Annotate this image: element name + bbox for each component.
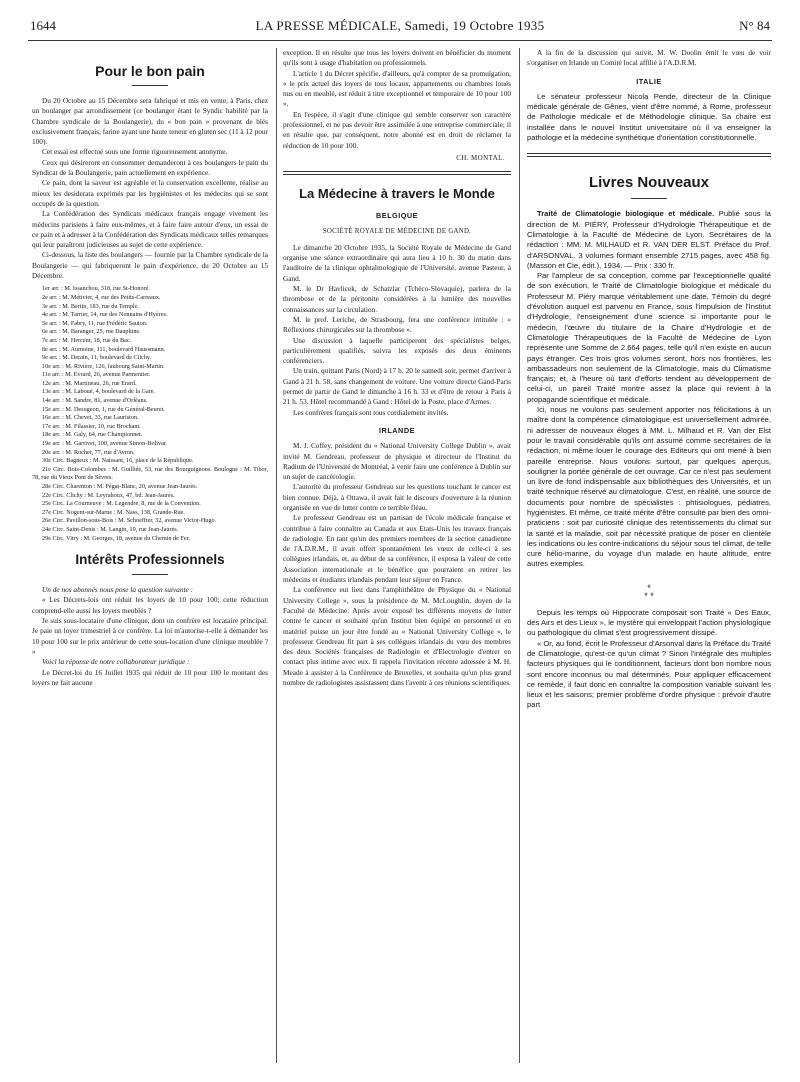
list-item: 11e arr. : M. Evrard, 26, avenue Parmentier. [42, 371, 151, 379]
question-text-2: Je suis sous-locataire d'une clinique, dont un confrère est locataire principal. Je paie un loyer trimestriel à ce confrère. La loi m'autorise-t-elle à demander les 10 pour 100 sur le prix antérieur de cette sous-location d'une clinique meublée ? » [32, 616, 268, 656]
paragraph: « Or, au fond, écrit le Professeur d'Arsonval dans la Préface du Traité de Climatologie, qu'est-ce qu'un climat ? Sinon l'intégrale des multiples facteurs physiques qui le conditionnent, facteurs dont bon nombre nous sont encore inconnus ou mal déterminés. Pour appliquer efficacement ce remède, il faut donc en connaître la composition variable suivant les lieux et les saisons; premier problème d'ordre physique : prévoir d'autre part [527, 638, 771, 710]
page-number: 1644 [30, 18, 56, 33]
paragraph: M. J. Coffey, président du « National University College Dublin », avait invité M. Gendreau, professeur de physique et directeur de l'Institut du Radium de l'Université de Montréal, à venir faire une conférence à Dublin sur un sujet de cancérologie. [283, 441, 511, 482]
list-item: 19e arr. : M. Garrivet, 100, avenue Simon-Bolivar. [42, 440, 168, 448]
section-rule [283, 171, 511, 175]
section-stars: * * * [644, 582, 654, 601]
list-item: 24e Circ. Saint-Denis : M. Langin, 19, rue Jean-Jaurès. [42, 525, 179, 533]
reply-text: Le Décret-loi du 16 Juillet 1935 qui réduit de 10 pour 100 le montant des loyers ne fait aucune [32, 667, 268, 687]
list-item: 25e Circ. La Courneuve : M. Legendre, 8, rue de la Convention. [42, 500, 201, 508]
list-item: 28e Circ. Charenton : M. Pégat-Blanc, 20, avenue Jean-Jaurès. [42, 483, 198, 490]
section-heading-interets: Intérêts Professionnels [75, 552, 225, 568]
paragraph: Ceux qui désireront en consommer demanderont à ces boulangers le pain du Syndicat de la Boulangerie, pain actuellement en expérience. [32, 157, 268, 178]
italie-paragraph: Le sénateur professeur Nicola Pende, directeur de la Clinique médicale générale de Gênes, vient d'être nommé, à Rome, professeur de Pathologie médicale et de Méthodologie clinique. Sa chaire est installée dans le nouvel Institut universitaire où il va enseigner la pathologie et la médecine synthétique d'orientation constitutionnelle. [527, 91, 771, 143]
bon-pain-text [32, 96, 268, 281]
column-left [32, 48, 268, 688]
paragraph: Un train, quittant Paris (Nord) à 17 h. 20 le samedi soir, permet d'arriver à Gand à 21 h. 58, sans changement de voiture. Une voiture directe Gand-Paris permet de partir de Gand le dimanche à 16 h. 33 et d'être de retour à Paris à 21 h. 53. Hôtel recommandé à Gand : Hôtel de la Poste, place d'Armes. [283, 366, 511, 407]
section-heading-livres: Livres Nouveaux [588, 174, 710, 192]
book-entry [527, 209, 771, 271]
country-belgique: BELGIQUE [375, 211, 419, 221]
signature: CH. MONTAL. [456, 153, 505, 162]
italie-text [527, 92, 771, 143]
paragraph: Du 20 Octobre au 15 Décembre sera fabriqué et mis en vente, à Paris, chez un boulanger par arrondissement (ce boulanger étant le Syndic habilité par la Chambre syndicale de la Boulangerie), du « bon pain » provenant de blés exclusivement français, farine ayant une haute teneur en gluten sec (11 à 12 pour 100). [32, 96, 268, 147]
list-item: 16e arr. : M. Chevet, 33, rue Lauriston. [42, 414, 139, 422]
list-item: 29e Circ. Vitry : M. Georges, 18, avenue du Chemin de Fer. [42, 534, 190, 542]
question-text: « Les Décrets-lois ont réduit les loyers de 10 pour 100; cette réduction comprend-elle aussi les loyers meublés ? [32, 595, 268, 615]
list-item: 10e arr. : M. Rivière, 126, faubourg Saint-Martin. [42, 362, 165, 370]
column-right [527, 48, 771, 711]
list-item: 9e arr. : M. Derain, 11, boulevard de Clichy. [42, 354, 152, 362]
list-item: 18e arr. : M. Galy, 64, rue Championnet. [42, 431, 143, 439]
list-item: 8e arr. : M. Aumoine, 111, boulevard Haussmann. [42, 345, 166, 353]
society-name: SOCIÉTÉ ROYALE DE MÉDECINE DE GAND. [322, 227, 472, 235]
paragraph: M. le Dr Havlicek, de Schatzlar (Tchéco-Slovaquie), parlera de la thrombose et de la péritonite considérées à la lumière des nouvelles connaissances sur la circulation. [283, 284, 511, 314]
paragraph: Ci-dessous, la liste des boulangers — fournie par la Chambre syndicale de la Boulangerie — qui fabriqueront le pain d'expérience, du 20 Octobre au 15 Décembre. [32, 250, 268, 281]
section-heading-bon-pain: Pour le bon pain [95, 63, 205, 79]
list-item: 7e arr. : M. Hercent, 18, rue du Bac. [42, 336, 132, 344]
paragraph: Le dimanche 20 Octobre 1935, la Société Royale de Médecine de Gand organise une séance extraordinaire qui aura lieu à 10 h. 30 du matin dans l'auditoire de la clinique ophtalmologique de l'Université, avenue Pasteur, à Gand. [283, 242, 511, 283]
book-review [527, 209, 771, 710]
list-item: 17e arr. : M. Filassier, 10, rue Brochant. [42, 422, 141, 430]
list-item: 4e arr. : M. Tarrier, 14, rue des Nonnains d'Hyères. [42, 311, 168, 319]
list-item: 15e arr. : M. Desugeon, 1, rue du Général-Beuret. [42, 405, 165, 413]
paragraph: La conférence eut lieu dans l'amphithéâtre de Physique du « National University College », sous la présidence de M. McLoughlin, doyen de la Faculté de Médecine. Après avoir exposé les différents moyens de lutter contre le cancer et souhaité qu'un Institut bien équipé en personnel et en matériel puisse un jour être fondé au « National University College », le professeur Gendreau fit part à ses collègues irlandais du vœu des membres des deux Sociétés françaises de Radiologie et d'Electrologie d'entrer en contact plus intime avec eux. Il rappela l'invitation récente adressée à M. H. Meade à assister à la Conférence de Bruxelles, et souhaita qu'un plus grand nombre de radiologistes assistassent dans l'avenir à ces réunions scientifiques. [283, 585, 511, 688]
list-item: 27e Circ. Nogent-sur-Marne : M. Nass, 138, Grande-Rue. [42, 508, 185, 516]
heading-rule [631, 198, 667, 199]
issue-number: N° 84 [739, 18, 770, 33]
paragraph: Cet essai est effectué sous une forme rigoureusement anonyme. [42, 147, 228, 157]
heading-rule [132, 574, 168, 575]
bakers-list [32, 285, 268, 543]
section-rule [527, 153, 771, 157]
paragraph: Le professeur Gendreau est un partisan de l'école médicale française et contribue à faire connaître au Canada et aux Etats-Unis les travaux français de radiologie. En tant qu'un des premiers membres de la section canadienne de l'A.D.R.M., il avait offert spontanément les vœux de celle-ci à ses collègues irlandais, et, au début de sa conférence, il exposa la valeur de cette Association internationale et le bénéfice que pourraient en retirer les médecins et étudiants irlandais pendant leur séjour en France. [283, 513, 511, 585]
list-item: 3e arr. : M. Bertin, 183, rue du Temple. [42, 302, 139, 310]
reply-text-2: L'article 1 du Décret spécifie, d'ailleurs, qu'à compter de sa promulgation, « le prix actuel des loyers de tous locaux, appartements ou chambres loués nus ou en meublé, est réduit à titre exceptionnel et temporaire de 10 pour 100 ». [283, 68, 511, 109]
reply-text-3: En l'espèce, il s'agit d'une clinique qui semble conserver son caractère professionnel, et ne pas devoir être assimilée à une entreprise commerciale; il en résulte que, par conséquent, notre abonné est en droit de réclamer la réduction de 10 pour 100. [283, 109, 511, 150]
question-intro: Un de nos abonnés nous pose la question suivante : [42, 585, 193, 595]
section-heading-medecine-monde: La Médecine à travers le Monde [299, 186, 495, 202]
column-divider [519, 48, 520, 1063]
belgique-text [283, 243, 511, 418]
page-header [30, 18, 770, 34]
list-item: 12e arr. : M. Martineau, 26, rue Erard. [42, 379, 137, 387]
list-item: 13e arr. : M. Laboué, 4, boulevard de la Gare. [42, 388, 156, 396]
irlande-text-cont [527, 48, 771, 69]
paragraph: L'autorité du professeur Gendreau sur les questions touchant le cancer est bien connue. Déjà, à Ottawa, il avait fait le discours d'ouverture à la réunion organisée en vue de lutter contre ce terrible fléau. [283, 482, 511, 512]
list-item: 20e arr. : M. Rocher, 77, rue d'Avron. [42, 448, 135, 456]
list-item: 1er arr. : M. Issanchou, 318, rue St-Honoré. [42, 285, 150, 293]
reply-intro: Voici la réponse de notre collaborateur juridique : [42, 657, 190, 667]
paragraph: Par l'ampleur de sa conception, comme par l'exceptionnelle qualité de son exécution, le Traité de Climatologie biologique et médicale du Professeur M. Piéry marque véritablement une date. Témoin du degré d'évolution auquel est parvenu en France, sous l'impulsion de l'Institut d'Hydrologie, l'enseignement d'une science si importante pour le médecin, l'œuvre du titulaire de la Chaire d'Hydrologie et de Climatologie Thérapeutiques de la Faculté de Médecine de Lyon représente une Somme de 2.664 pages, telle qu'il n'en existe en aucun pays étranger. Ces trois gros volumes seront, hors nos frontières, les ambassadeurs non seulement de la Climatologie, mais du Climatisme français; et, à l'heure où tant d'efforts tendent au développement de celui-ci, un pareil Traité montre assez la place qui revient à la propagande scientifique et médicale. [527, 271, 771, 404]
paragraph: Ce pain, dont la saveur est agréable et la conservation excellente, réalise au mieux les desiderata exprimés par les hygiénistes et les médecins qui se sont occupés de la question. [32, 178, 268, 208]
paragraph: M. le prof. Leriche, de Strasbourg, fera une conférence intitulée : « Réflexions chirurgicales sur la thrombose ». [283, 314, 511, 335]
list-item: 30e Circ. Bagneux : M. Naissant, 16, place de la République. [42, 457, 194, 465]
book-title: Traité de Climatologie biologique et médicale. [537, 209, 715, 219]
paragraph: La Confédération des Syndicats médicaux français engage vivement les médecins parisiens à faire eux-mêmes, et à faire faire autour d'eux, un essai de ce pain et à adresser à la Confédération des Syndicats médicaux telles remarques qui leur paraîtront judicieuses au sujet de cette expérience. [32, 209, 268, 250]
reply-text-cont: exception. Il en résulte que tous les loyers doivent en bénéficier du moment qu'ils sont à usage d'habitation ou professionnels. [283, 48, 511, 68]
list-item: 5e arr. : M. Fabry, 11, rue Frédéric Sauton. [42, 319, 148, 327]
column-middle [283, 48, 511, 688]
header-rule [28, 40, 772, 41]
list-item: 22e Circ. Clichy : M. Leyrahoux, 47, bd. Jean-Jaurès. [42, 491, 175, 499]
review-text [527, 271, 771, 570]
paragraph: Les confrères français sont tous cordialement invités. [293, 407, 449, 417]
country-italie: ITALIE [636, 76, 662, 86]
journal-title: LA PRESSE MÉDICALE, Samedi, 19 Octobre 1935 [255, 18, 545, 33]
list-item: 6e arr. : M. Baranger, 25, rue Dauphine. [42, 328, 141, 336]
paragraph: Depuis les temps où Hippocrate composait son Traité « Des Eaux, des Airs et des Lieux », le mystère qui enveloppait l'action physiologique ou pathologique du climat s'est progressivement dissipé. [527, 607, 771, 638]
paragraph: Ici, nous ne voulons pas seulement apporter nos félicitations à un maître dont la compétence climatologique est universellement admirée, ni adresser de nouveaux éloges à MM. L. Milhaud et R. Van der Elst pour le travail considérable qu'ils ont assumé comme secrétaires de la rédaction, ni même louer le courage des Editeurs qui ont mené à bien pareille entreprise. Nous voulons surtout, par quelques aperçus, souligner la portée générale de cet ouvrage. Car ce n'est pas seulement un livre de fond indispensable aux bibliothèques des Universités, et un traité technique réservé au climatologue. C'est, en réalité, une source de documents pour nombre de spécialistes : phtisiologues, pédiatres, hygiénistes. Et même, ce traité mérite d'être consulté par bien des omni-praticiens : soit par curiosité clinique des retentissements du climat sur la santé et la maladie, soit par nécessité pratique de poser en clientèle les indications ou les contre-indications du séjour sous tel climat, de telle cure hélio-marine, du voyage d'un malade en haute altitude, entre autres exemples. [527, 405, 771, 569]
book-details: Publié sous la direction de M. PIÉRY, Professeur d'Hydrologie Thérapeutique et de Climatologie à la Faculté de Médecine de Lyon. Secrétaires de la rédaction : MM. M. MILHAUD et R. VAN DER ELST. Préface du Prof. d'ARSONVAL. 3 volumes formant ensemble 2715 pages, avec 458 fig. (Masson et Cie, édit.), 1934. — Prix : 330 fr. [527, 209, 771, 270]
list-item: 2e arr. : M. Métivier, 4, rue des Petits-Carreaux. [42, 293, 161, 301]
paragraph: Une discussion à laquelle participeront des spécialistes belges, particulièrement qualifiés, suivra les exposés des deux éminents conférenciers. [283, 335, 511, 366]
irlande-text [283, 441, 511, 688]
list-item: 21e Circ. Bois-Colombes : M. Guilliée, 53, rue des Bourguignons. Boulogne : M. Tibor, 78, rue du Vieux Pont de Sèvres. [32, 465, 268, 482]
list-item: 26e Circ. Pavillon-sous-Bois : M. Schoeffter, 32, avenue Victor-Hugo. [42, 517, 217, 525]
paragraph: A la fin de la discussion qui suivit, M. W. Doolin émit le vœu de voir s'organiser en Irlande un Comité local affilié à l'A.D.R.M. [527, 48, 771, 68]
column-divider [276, 48, 277, 1063]
review-text-2 [527, 608, 771, 711]
country-irlande: IRLANDE [379, 425, 415, 435]
heading-rule [132, 85, 168, 86]
list-item: 14e arr. : M. Sandre, 81, avenue d'Orléans. [42, 397, 148, 405]
